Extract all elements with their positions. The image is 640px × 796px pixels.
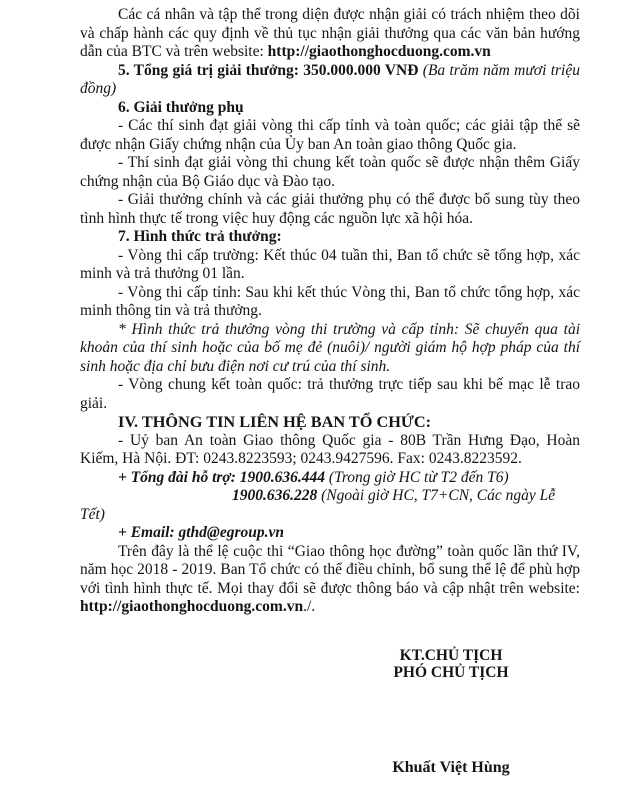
paragraph-prize-claim — [80, 6, 580, 62]
paragraph-payment-final-round: - Vòng chung kết toàn quốc: trả thưởng trực tiếp sau khi bế mạc lễ trao giải. — [80, 376, 580, 412]
total-prize-label: 5. Tổng giá trị giải thưởng: 350.000.000 VNĐ — [118, 61, 423, 79]
closing-website-url: http://giaothonghocduong.com.vn — [80, 598, 304, 615]
signature-title-acting-chairman: KT.CHỦ TỊCH — [399, 646, 503, 664]
closing-tail: ./. — [303, 598, 316, 615]
website-url-text: http://giaothonghocduong.com.vn — [267, 43, 491, 60]
paragraph-sub-award-province: - Các thí sinh đạt giải vòng thi cấp tỉnh và toàn quốc; các giải tập thể sẽ được nhận Giấy chứng nhận của Ủy ban An toàn giao thông Quốc gia. — [80, 117, 580, 153]
hotline-offhours-number: 1900.636.228 — [232, 487, 322, 504]
paragraph-closing — [80, 543, 580, 617]
paragraph-payment-transfer-note: * Hình thức trả thưởng vòng thi trường và cấp tỉnh: Sẽ chuyển qua tài khoản của thí sinh hoặc của bố mẹ đẻ (nuôi)/ người giám hộ hợp pháp của thí sinh hoặc địa chỉ bưu điện nơi cư trú của thí sinh. — [80, 320, 580, 375]
signature-title-vice-chairman: PHÓ CHỦ TỊCH — [393, 664, 509, 681]
hotline-weekday-note: (Trong giờ HC từ T2 đến T6) — [328, 468, 509, 486]
hotline-weekday-number: + Tổng đài hỗ trợ: 1900.636.444 — [118, 468, 329, 486]
paragraph-hotline-offhours — [80, 487, 580, 524]
heading-contact-info: IV. THÔNG TIN LIÊN HỆ BAN TỔ CHỨC: — [118, 412, 432, 431]
heading-payment-method: 7. Hình thức trả thưởng: — [118, 228, 282, 245]
total-prize-amount-words: (Ba trăm năm mươi triệu đồng) — [80, 61, 580, 97]
signature-block — [322, 647, 580, 777]
heading-sub-awards: 6. Giải thưởng phụ — [118, 98, 244, 116]
paragraph-sub-award-extra: - Giải thưởng chính và các giải thưởng phụ có thể được bổ sung tùy theo tình hình thực tế trong việc huy động các nguồn lực xã hội hóa. — [80, 191, 580, 227]
paragraph-hotline-weekday — [80, 469, 580, 488]
paragraph-email: + Email: gthd@egroup.vn — [118, 524, 284, 541]
paragraph-payment-province-round: - Vòng thi cấp tỉnh: Sau khi kết thúc Vòng thi, Ban tổ chức tổng hợp, xác minh thông tin và trả thưởng. — [80, 283, 580, 319]
hotline-offhours-note: (Ngoài giờ HC, T7+CN, Các ngày Lễ Tết) — [80, 487, 556, 523]
prize-claim-text: Các cá nhân và tập thể trong diện được nhận giải có trách nhiệm theo dõi và chấp hành các quy định về thủ tục nhận giải thưởng qua các văn bản hướng dẫn của BTC và trên website: — [80, 6, 580, 60]
closing-text: Trên đây là thể lệ cuộc thi “Giao thông học đường” toàn quốc lần thứ IV, năm học 2018 - 2019. Ban Tổ chức có thể điều chỉnh, bổ sung thể lệ để phù hợp với tình hình thực tế. Mọi thay đổi sẽ được thông báo và cập nhật trên website: — [80, 542, 580, 597]
paragraph-payment-school-round: - Vòng thi cấp trường: Kết thúc 04 tuần thi, Ban tổ chức sẽ tổng hợp, xác minh và trả thưởng 01 lần. — [80, 246, 580, 282]
paragraph-contact-address: - Uỷ ban An toàn Giao thông Quốc gia - 80B Trần Hưng Đạo, Hoàn Kiếm, Hà Nội. ĐT: 0243.8223593; 0243.9427596. Fax: 0243.8223592. — [80, 431, 580, 467]
paragraph-total-prize — [80, 62, 580, 99]
signatory-name: Khuất Việt Hùng — [392, 758, 510, 776]
paragraph-sub-award-national: - Thí sinh đạt giải vòng thi chung kết toàn quốc sẽ được nhận thêm Giấy chứng nhận của Bộ Giáo dục và Đào tạo. — [80, 154, 580, 190]
